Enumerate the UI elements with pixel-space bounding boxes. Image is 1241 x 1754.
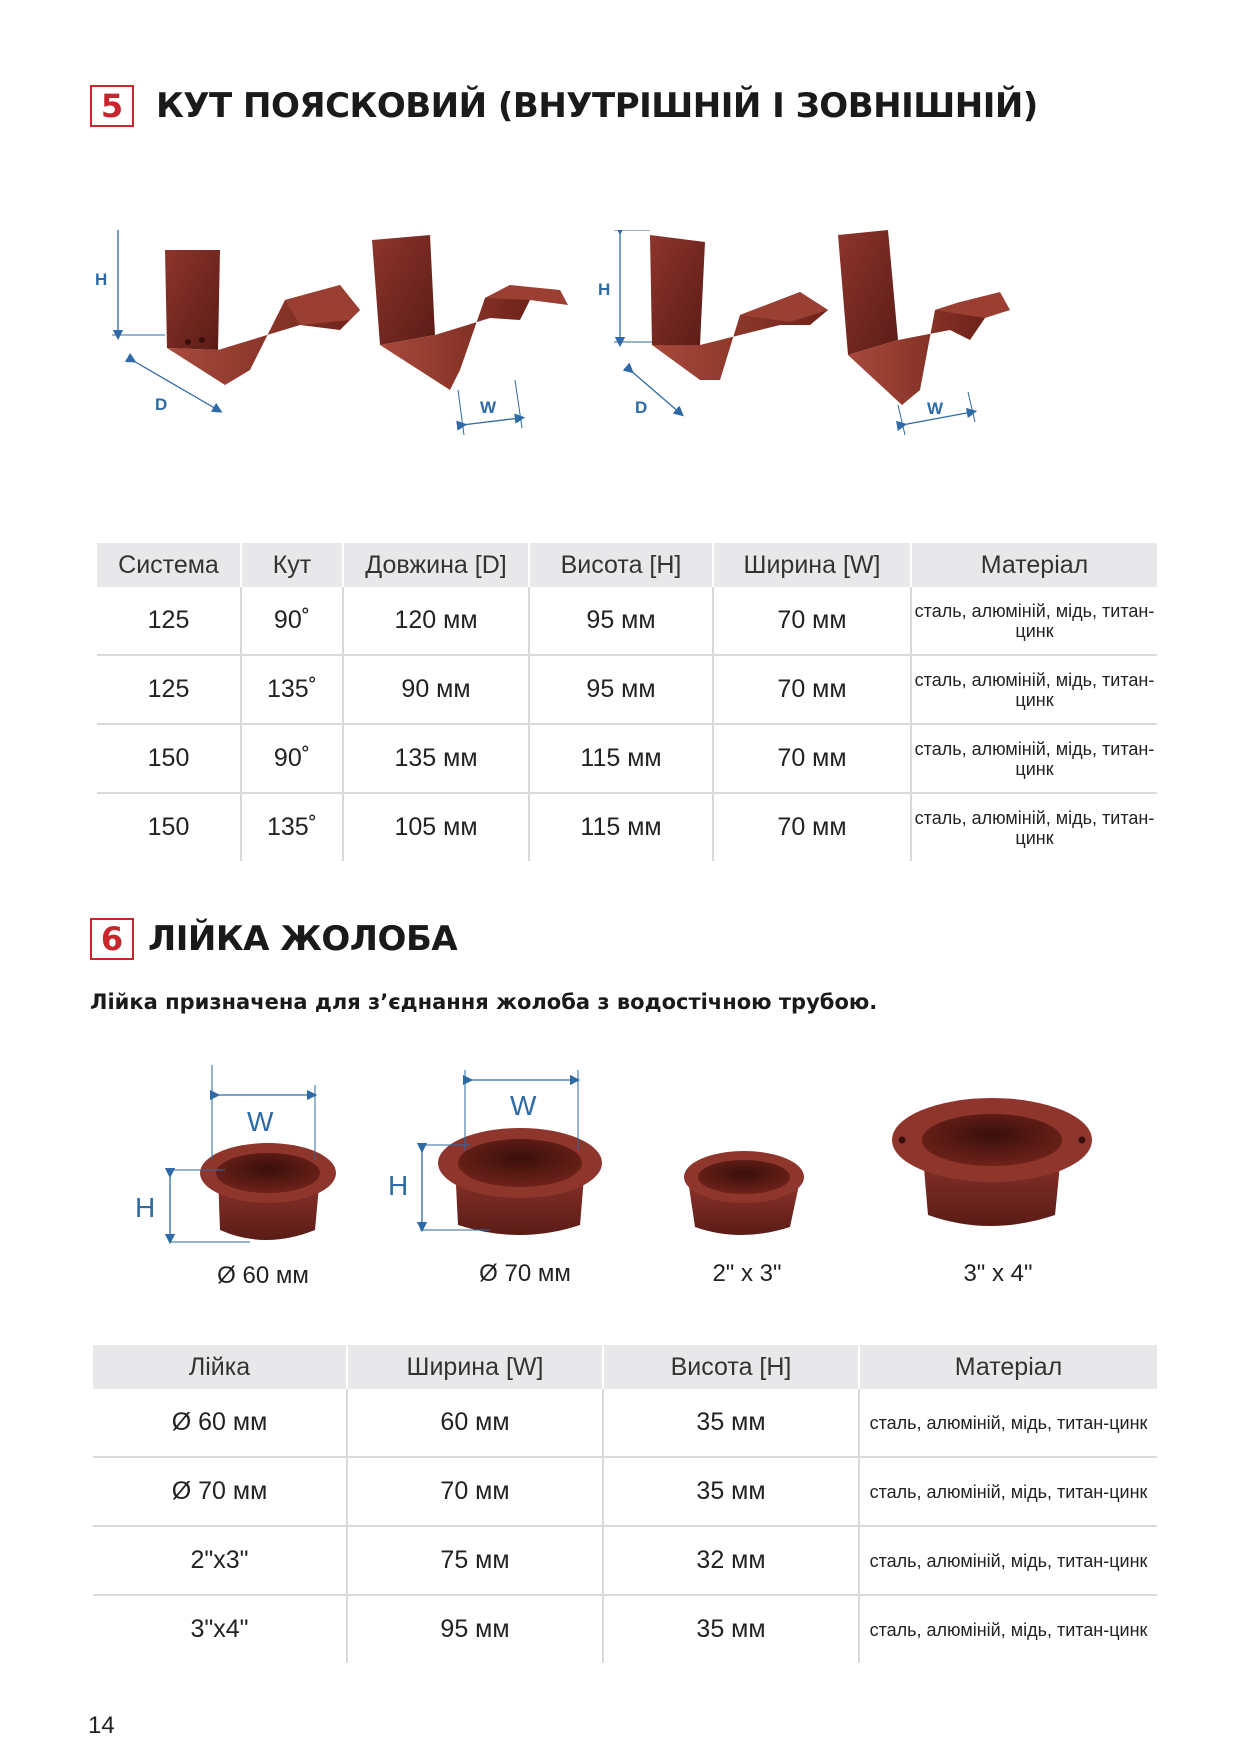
table-row xyxy=(93,1389,1157,1457)
table-row xyxy=(93,1595,1157,1663)
section6-title: ЛІЙКА ЖОЛОБА xyxy=(148,919,458,959)
outlet-caption: 2" x 3" xyxy=(712,1260,782,1287)
cell-width: 75 мм xyxy=(347,1526,603,1595)
outlet-caption: Ø 70 мм xyxy=(479,1260,571,1287)
outlet-figures xyxy=(110,1065,1120,1305)
section6-subtitle: Лійка призначена для з’єднання жолоба з водостічною трубою. xyxy=(90,990,878,1014)
corner-outer-90-figure xyxy=(598,230,828,417)
dim-w-label-2: W xyxy=(927,399,944,418)
table-row xyxy=(97,724,1157,793)
cell-height: 35 мм xyxy=(603,1457,859,1526)
table-header-row xyxy=(93,1345,1157,1389)
cell-angle: 90˚ xyxy=(241,724,343,793)
cell-height: 95 мм xyxy=(529,587,713,655)
header-height: Висота [H] xyxy=(603,1345,859,1389)
cell-length: 90 мм xyxy=(343,655,529,724)
cell-width: 70 мм xyxy=(347,1457,603,1526)
corner-outer-135-figure xyxy=(838,230,1010,435)
cell-material: сталь, алюміній, мідь, титан-цинк xyxy=(911,724,1157,793)
cell-height: 35 мм xyxy=(603,1595,859,1663)
header-width: Ширина [W] xyxy=(713,543,911,587)
header-width: Ширина [W] xyxy=(347,1345,603,1389)
cell-material: сталь, алюміній, мідь, титан-цинк xyxy=(914,807,1155,848)
cell-material: сталь, алюміній, мідь, титан-цинк xyxy=(911,655,1157,724)
table-row xyxy=(97,793,1157,861)
outlet-70-figure xyxy=(388,1070,602,1287)
cell-width: 95 мм xyxy=(347,1595,603,1663)
cell-length: 135 мм xyxy=(343,724,529,793)
cell-system: 125 xyxy=(97,587,241,655)
section5-title: КУТ ПОЯСКОВИЙ (ВНУТРІШНІЙ І ЗОВНІШНІЙ) xyxy=(156,86,1038,126)
cell-height: 32 мм xyxy=(603,1526,859,1595)
cell-outlet: 3"x4" xyxy=(93,1595,347,1663)
cell-height: 95 мм xyxy=(529,655,713,724)
table-row xyxy=(97,587,1157,655)
table-row xyxy=(93,1526,1157,1595)
header-material: Матеріал xyxy=(911,543,1157,587)
page-number: 14 xyxy=(88,1712,115,1739)
cell-width: 70 мм xyxy=(713,793,911,861)
cell-height: 35 мм xyxy=(603,1389,859,1457)
corner-spec-table xyxy=(97,543,1157,861)
outlet-h-label-2: H xyxy=(388,1170,409,1201)
corner-inner-135-figure xyxy=(372,235,568,435)
outlet-spec-table xyxy=(93,1345,1157,1663)
outlet-3x4-figure xyxy=(892,1098,1092,1287)
cell-outlet: Ø 70 мм xyxy=(93,1457,347,1526)
outlet-h-label: H xyxy=(135,1192,156,1223)
table-header-row xyxy=(97,543,1157,587)
cell-height: 115 мм xyxy=(529,793,713,861)
table-row xyxy=(93,1457,1157,1526)
cell-outlet: Ø 60 мм xyxy=(93,1389,347,1457)
cell-material: сталь, алюміній, мідь, титан-цинк xyxy=(859,1457,1157,1526)
dim-w-label: W xyxy=(480,398,497,417)
dim-h-label: H xyxy=(95,270,108,289)
header-outlet: Лійка xyxy=(93,1345,347,1389)
dim-d-label-2: D xyxy=(635,398,648,417)
outlet-w-label-2: W xyxy=(510,1090,537,1121)
dim-h-label-2: H xyxy=(598,280,611,299)
header-length: Довжина [D] xyxy=(343,543,529,587)
cell-width: 60 мм xyxy=(347,1389,603,1457)
outlet-60-figure xyxy=(135,1065,336,1289)
cell-material: сталь, алюміній, мідь, титан-цинк xyxy=(859,1526,1157,1595)
header-height: Висота [H] xyxy=(529,543,713,587)
cell-angle: 135˚ xyxy=(241,655,343,724)
dim-d-label: D xyxy=(155,395,168,414)
outlet-w-label: W xyxy=(247,1106,274,1137)
header-system: Система xyxy=(97,543,241,587)
cell-angle: 90˚ xyxy=(241,587,343,655)
cell-material: сталь, алюміній, мідь, титан-цинк xyxy=(869,1619,1148,1640)
cell-width: 70 мм xyxy=(713,724,911,793)
section5-number: 5 xyxy=(90,85,134,127)
header-material: Матеріал xyxy=(859,1345,1157,1389)
header-angle: Кут xyxy=(241,543,343,587)
cell-width: 70 мм xyxy=(713,655,911,724)
outlet-caption: 3" x 4" xyxy=(963,1260,1033,1287)
cell-system: 125 xyxy=(97,655,241,724)
cell-outlet: 2"x3" xyxy=(93,1526,347,1595)
outlet-caption: Ø 60 мм xyxy=(217,1262,309,1289)
cell-material: сталь, алюміній, мідь, титан-цинк xyxy=(859,1389,1157,1457)
cell-material: сталь, алюміній, мідь, титан-цинк xyxy=(911,587,1157,655)
outlet-2x3-figure xyxy=(684,1151,804,1287)
section5-header xyxy=(90,85,1038,127)
section6-number: 6 xyxy=(90,918,134,960)
corner-inner-90-figure xyxy=(95,230,360,414)
table-row xyxy=(97,655,1157,724)
cell-system: 150 xyxy=(97,724,241,793)
cell-length: 120 мм xyxy=(343,587,529,655)
cell-width: 70 мм xyxy=(713,587,911,655)
cell-system: 150 xyxy=(97,793,241,861)
cell-height: 115 мм xyxy=(529,724,713,793)
cell-angle: 135˚ xyxy=(241,793,343,861)
cell-length: 105 мм xyxy=(343,793,529,861)
section6-header xyxy=(90,918,457,960)
gutter-corner-figures xyxy=(90,230,1170,500)
